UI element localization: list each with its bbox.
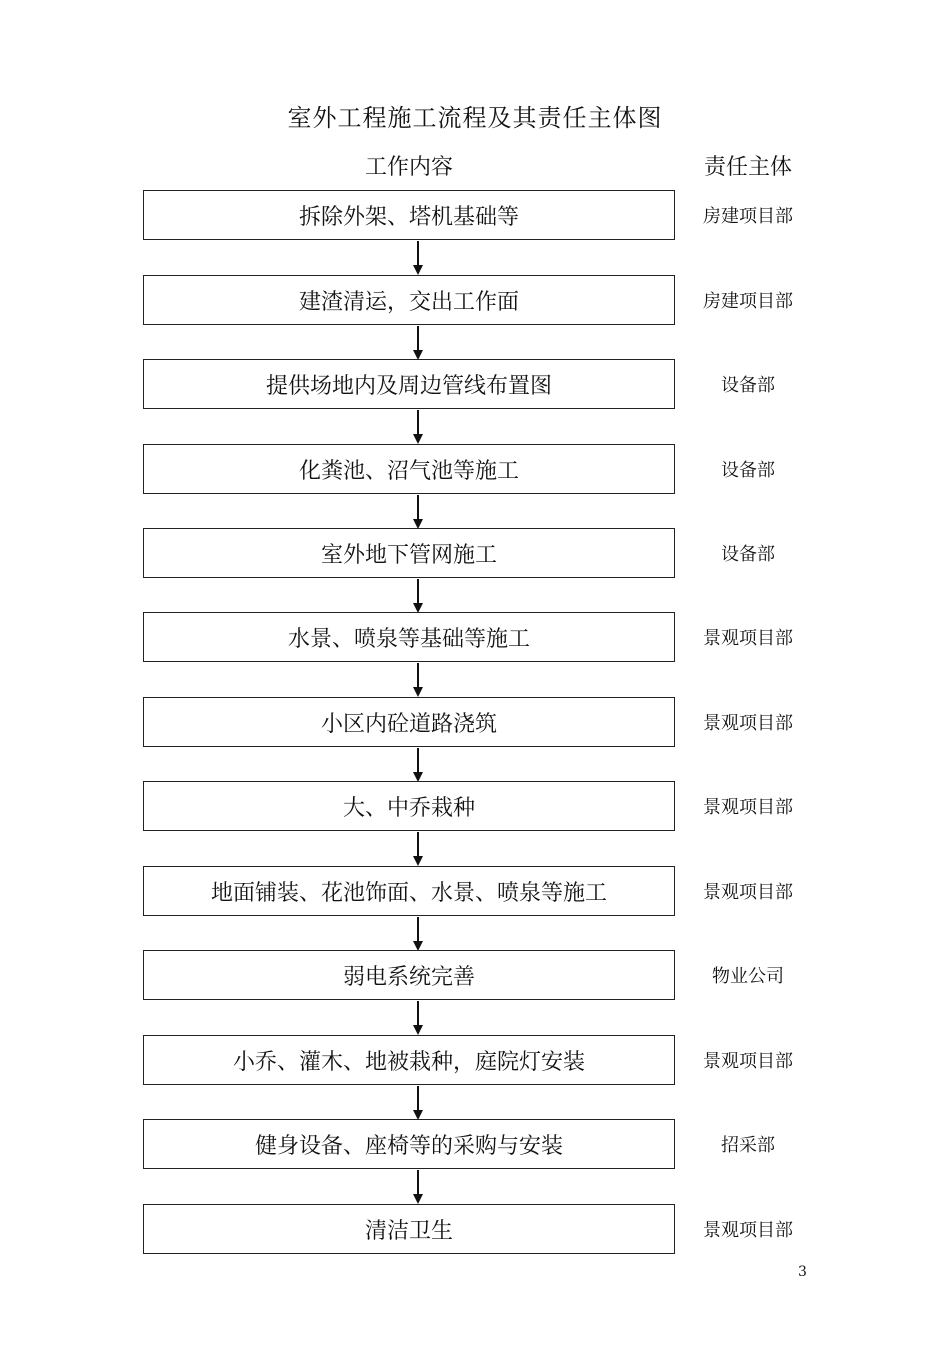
flow-step-box: 拆除外架、塔机基础等 bbox=[143, 190, 675, 240]
down-arrow-icon bbox=[415, 917, 421, 951]
page-title: 室外工程施工流程及其责任主体图 bbox=[287, 104, 663, 132]
down-arrow-icon bbox=[415, 410, 421, 444]
down-arrow-icon bbox=[415, 1170, 421, 1204]
flow-step-box: 提供场地内及周边管线布置图 bbox=[143, 359, 675, 409]
down-arrow-icon bbox=[415, 241, 421, 275]
page-number: 3 bbox=[798, 1264, 807, 1280]
flow-step-box: 弱电系统完善 bbox=[143, 950, 675, 1000]
flow-step-box: 小乔、灌木、地被栽种，庭院灯安装 bbox=[143, 1035, 675, 1085]
responsible-party: 景观项目部 bbox=[703, 882, 793, 903]
flow-step-box: 健身设备、座椅等的采购与安装 bbox=[143, 1119, 675, 1169]
flow-step-box: 大、中乔栽种 bbox=[143, 781, 675, 831]
responsible-party-header: 责任主体 bbox=[703, 155, 792, 180]
down-arrow-icon bbox=[415, 1086, 421, 1120]
responsible-party: 房建项目部 bbox=[703, 291, 793, 312]
down-arrow-icon bbox=[415, 748, 421, 782]
responsible-party: 景观项目部 bbox=[703, 628, 793, 649]
down-arrow-icon bbox=[415, 663, 421, 697]
down-arrow-icon bbox=[415, 495, 421, 529]
flow-step-box: 建渣清运，交出工作面 bbox=[143, 275, 675, 325]
responsible-party: 景观项目部 bbox=[703, 713, 793, 734]
responsible-party: 设备部 bbox=[721, 460, 775, 481]
flow-step-box: 化粪池、沼气池等施工 bbox=[143, 444, 675, 494]
flow-step-box: 小区内砼道路浇筑 bbox=[143, 697, 675, 747]
down-arrow-icon bbox=[415, 1001, 421, 1035]
responsible-party: 物业公司 bbox=[712, 966, 784, 987]
responsible-party: 设备部 bbox=[721, 544, 775, 565]
flow-step-box: 清洁卫生 bbox=[143, 1204, 675, 1254]
down-arrow-icon bbox=[415, 832, 421, 866]
down-arrow-icon bbox=[415, 326, 421, 360]
flow-step-box: 地面铺装、花池饰面、水景、喷泉等施工 bbox=[143, 866, 675, 916]
responsible-party: 景观项目部 bbox=[703, 797, 793, 818]
responsible-party: 设备部 bbox=[721, 375, 775, 396]
flow-step-box: 室外地下管网施工 bbox=[143, 528, 675, 578]
responsible-party: 房建项目部 bbox=[703, 206, 793, 227]
responsible-party: 招采部 bbox=[721, 1135, 775, 1156]
responsible-party: 景观项目部 bbox=[703, 1220, 793, 1241]
flow-step-box: 水景、喷泉等基础等施工 bbox=[143, 612, 675, 662]
work-content-header: 工作内容 bbox=[364, 155, 453, 180]
down-arrow-icon bbox=[415, 579, 421, 613]
responsible-party: 景观项目部 bbox=[703, 1051, 793, 1072]
